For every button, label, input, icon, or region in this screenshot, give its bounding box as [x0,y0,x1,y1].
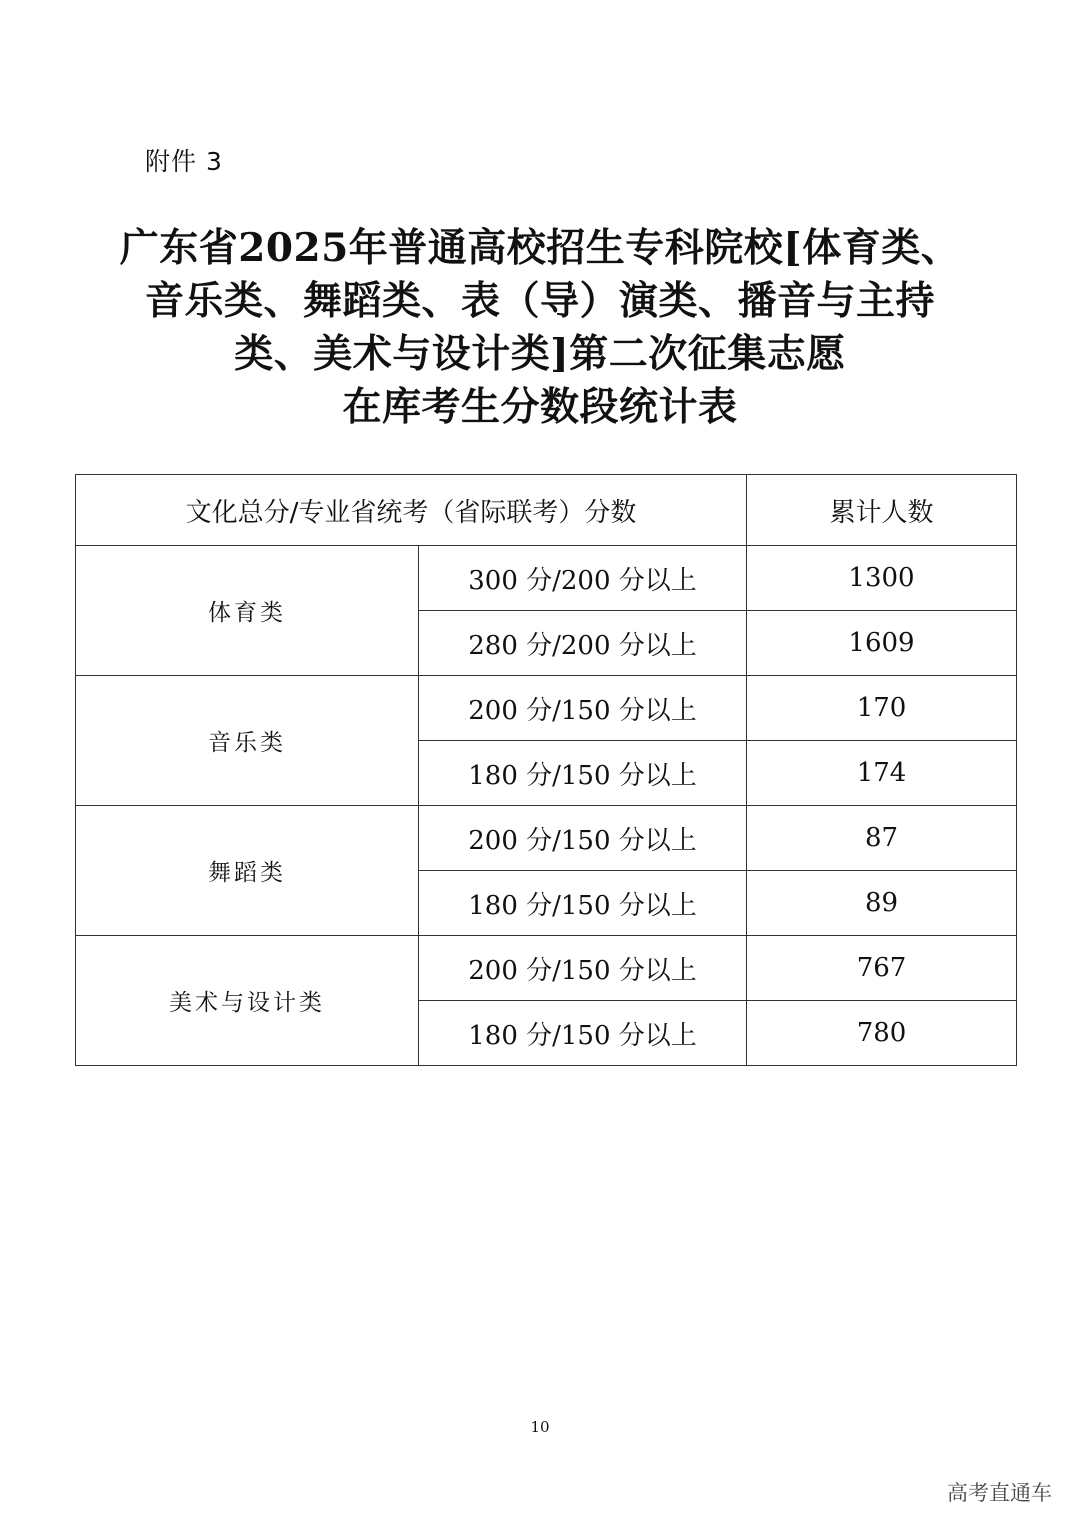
score-cell: 200 分/150 分以上 [419,806,747,871]
score-cell: 280 分/200 分以上 [419,611,747,676]
title-line: 音乐类、舞蹈类、表（导）演类、播音与主持 [144,278,935,324]
category-cell: 体育类 [76,546,419,676]
table-header-row [76,475,1017,546]
category-cell: 舞蹈类 [76,806,419,936]
table-row [76,936,1017,1001]
score-cell: 180 分/150 分以上 [419,741,747,806]
score-cell: 200 分/150 分以上 [419,676,747,741]
table-row [76,676,1017,741]
table-row [76,806,1017,871]
score-cell: 300 分/200 分以上 [419,546,747,611]
score-cell: 180 分/150 分以上 [419,1001,747,1066]
count-cell: 1300 [747,546,1017,611]
title-line: 在库考生分数段统计表 [342,384,738,430]
score-statistics-table [75,474,1017,1066]
count-cell: 780 [747,1001,1017,1066]
count-cell: 89 [747,871,1017,936]
header-score: 文化总分/专业省统考（省际联考）分数 [76,475,747,546]
score-cell: 180 分/150 分以上 [419,871,747,936]
category-cell: 美术与设计类 [76,936,419,1066]
title-line: 类、美术与设计类]第二次征集志愿 [234,331,846,377]
page-number: 10 [530,1418,550,1436]
watermark-text: 高考直通车 [947,1481,1052,1505]
table-row [76,546,1017,611]
title-line: 广东省2025年普通高校招生专科院校[体育类、 [119,225,961,271]
category-cell: 音乐类 [76,676,419,806]
count-cell: 1609 [747,611,1017,676]
header-count: 累计人数 [747,475,1017,546]
count-cell: 174 [747,741,1017,806]
attachment-label: 附件 3 [145,147,223,176]
document-title [60,222,1020,434]
count-cell: 170 [747,676,1017,741]
count-cell: 767 [747,936,1017,1001]
score-cell: 200 分/150 分以上 [419,936,747,1001]
count-cell: 87 [747,806,1017,871]
